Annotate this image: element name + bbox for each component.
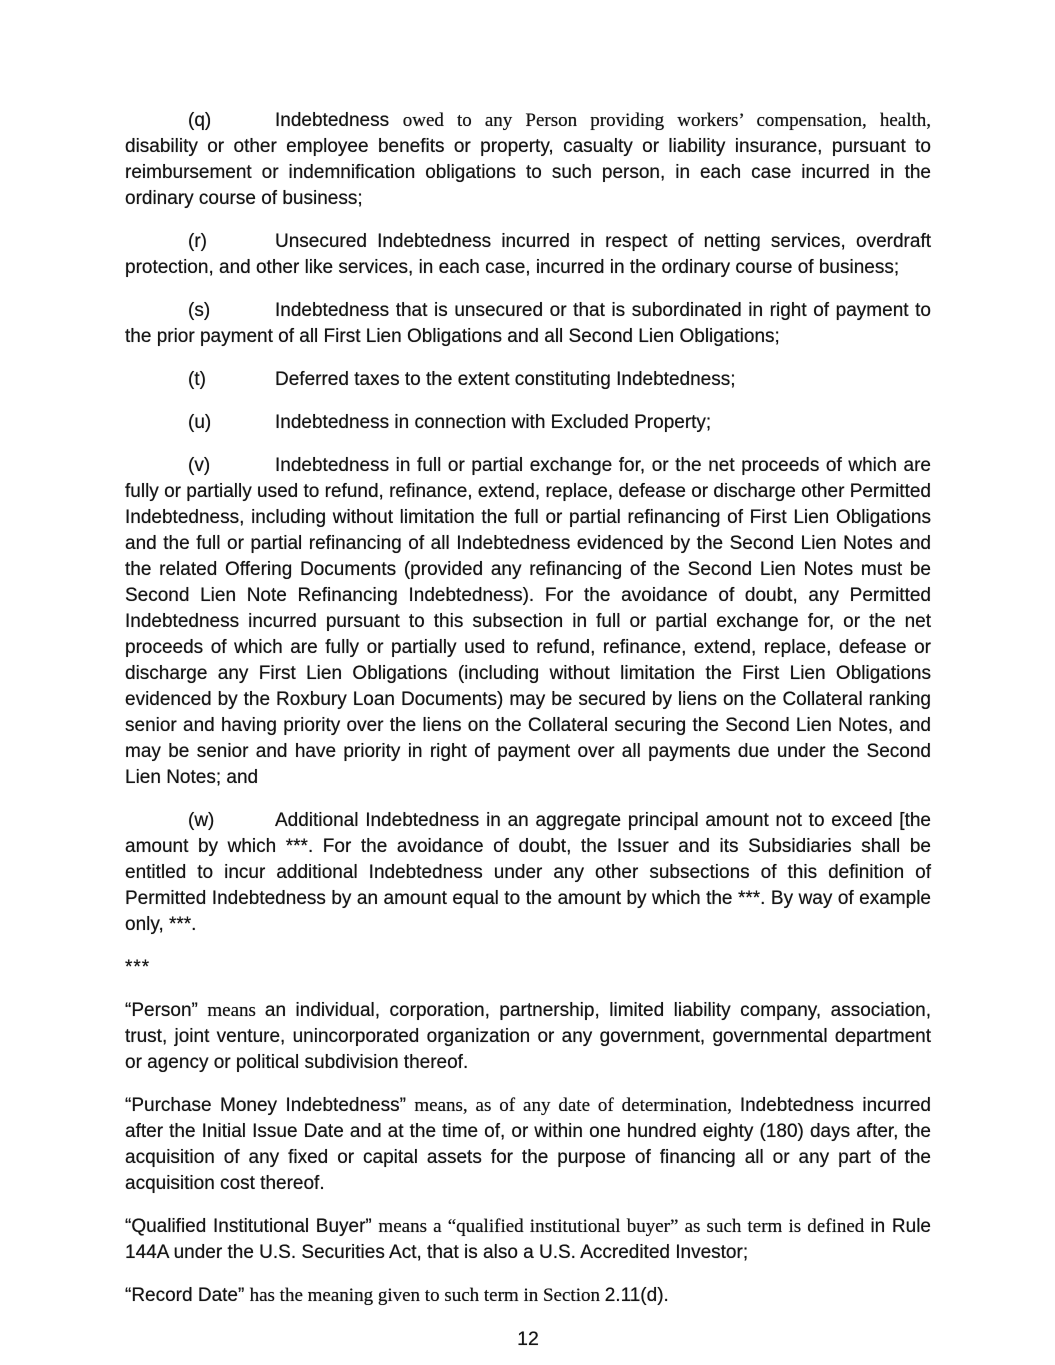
text-run: Indebtedness in connection with Excluded Property; (275, 412, 712, 433)
clause-label: (s) (188, 300, 211, 321)
text-run: Indebtedness incurred after the Initial Issue Date and at the time of, or within one hundred eighty (180) days after, the acquisition of any fixed or capital assets for the purpose of financing all or any part of the acquisition cost thereof. (125, 1095, 931, 1194)
clause-label: (t) (188, 369, 206, 390)
definition-qualified-institutional-buyer (125, 1214, 931, 1266)
definition-purchase-money-indebtedness (125, 1093, 931, 1197)
clause-t (125, 367, 931, 393)
text-run: Indebtedness (275, 110, 403, 131)
page-number: 12 (517, 1328, 539, 1350)
text-run: an individual, corporation, partnership, limited liability company, association, trust, joint venture, unincorporated organization or any government, governmental department or agency or political subdivision thereof. (125, 1000, 931, 1073)
text-run: Deferred taxes to the extent constituting Indebtedness; (275, 369, 736, 390)
text-run: has the meaning given to such term in Section (249, 1285, 605, 1306)
text-run: “Purchase Money Indebtedness” (125, 1095, 415, 1116)
text-run: *** (125, 957, 151, 978)
text-run: Unsecured Indebtedness incurred in respect of netting services, overdraft protection, and other like services, in each case, incurred in the ordinary course of business; (125, 231, 931, 278)
text-run: owed to any Person providing workers’ compensation, health, (402, 110, 932, 131)
definition-record-date (125, 1283, 931, 1309)
clause-label: (v) (188, 455, 211, 476)
text-run: 2.11(d). (604, 1285, 669, 1306)
text-run: means, as of any date of determination, (414, 1095, 740, 1116)
clause-u (125, 410, 931, 436)
text-run: means a “qualified institutional buyer” as such term is defined (378, 1216, 871, 1237)
clause-label: (q) (188, 110, 212, 131)
clause-label: (w) (188, 810, 215, 831)
text-run: Indebtedness that is unsecured or that is subordinated in right of payment to the prior payment of all First Lien Obligations and all Second Lien Obligations; (125, 300, 931, 347)
clause-s (125, 298, 931, 350)
text-run: in Rule 144A under the U.S. Securities Act, that is also a U.S. Accredited Investor; (125, 1216, 931, 1263)
clause-r (125, 229, 931, 281)
text-run: “Qualified Institutional Buyer” (125, 1216, 379, 1237)
text-run: “Record Date” (125, 1285, 250, 1306)
stars-separator (125, 955, 931, 981)
clause-w (125, 808, 931, 938)
text-run: disability or other employee benefits or property, casualty or liability insurance, pursuant to reimbursement or indemnification obligations to such person, in each case incurred in the ordinary course of business; (125, 136, 931, 209)
definition-person (125, 998, 931, 1076)
document-body (125, 108, 931, 1309)
clause-q (125, 108, 931, 212)
clause-label: (u) (188, 412, 212, 433)
clause-label: (r) (188, 231, 207, 252)
text-run: Indebtedness in full or partial exchange for, or the net proceeds of which are fully or partially used to refund, refinance, extend, replace, defease or discharge other Permitted Indebtedness, including without limitation the full or partial refinancing of First Lien Obligations and the full or partial refinancing of all Indebtedness evidenced by the Second Lien Notes and the related Offering Documents (provided any refinancing of the Second Lien Notes must be Second Lien Note Refinancing Indebtedness). For the avoidance of doubt, any Permitted Indebtedness incurred pursuant to this subsection in full or partial exchange for, or the net proceeds of which are fully or partially used to refund, refinance, extend, replace, defease or discharge any First Lien Obligations (including without limitation the First Lien Obligations evidenced by the Roxbury Loan Documents) may be secured by liens on the Collateral ranking senior and having priority over the liens on the Collateral securing the Second Lien Notes, and may be senior and have priority in right of payment over all payments due under the Second Lien Notes; and (125, 455, 931, 788)
clause-v (125, 453, 931, 791)
text-run: “Person” (125, 1000, 208, 1021)
text-run: means (207, 1000, 265, 1021)
text-run: Additional Indebtedness in an aggregate principal amount not to exceed [the amount by which ***. For the avoidance of doubt, the Issuer and its Subsidiaries shall be entitled to incur additional Indebtedness under any other subsections of this definition of Permitted Indebtedness by an amount equal to the amount by which the ***. By way of example only, ***. (125, 810, 931, 935)
